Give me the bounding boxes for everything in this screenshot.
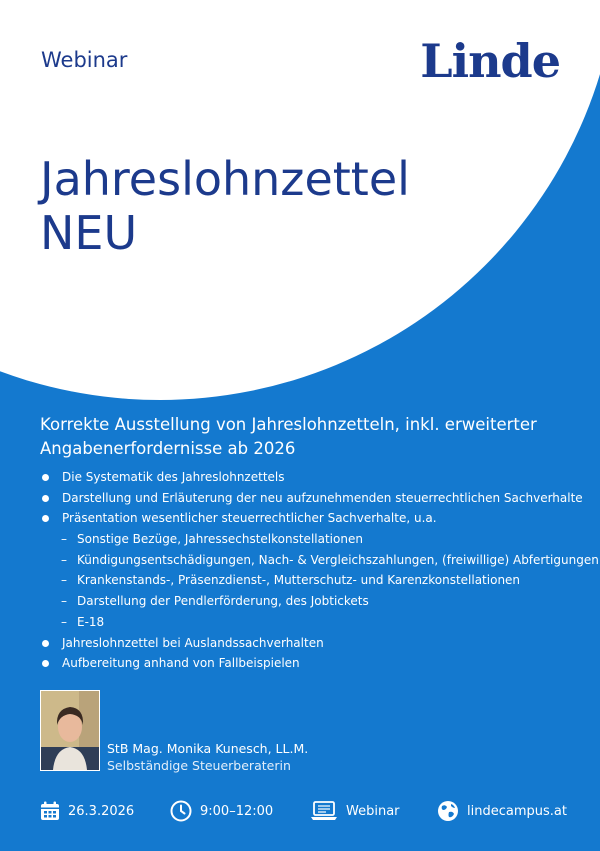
format-info xyxy=(310,797,400,825)
linde-logo: Linde xyxy=(420,34,560,88)
event-date: 26.3.2026 xyxy=(68,803,135,819)
title-line-1: Jahreslohnzettel xyxy=(40,152,410,206)
topic-subitem: – Sonstige Bezüge, Jahressechstelkonstellationen xyxy=(40,529,599,550)
time-info xyxy=(170,797,273,825)
clock-icon xyxy=(170,800,192,822)
speaker-name: StB Mag. Monika Kunesch, LL.M. xyxy=(107,741,309,756)
speaker-role: Selbständige Steuerberaterin xyxy=(107,758,291,773)
title-line-2: NEU xyxy=(40,206,138,260)
date-info xyxy=(40,797,134,825)
topic-list xyxy=(40,467,599,674)
event-format: Webinar xyxy=(346,803,400,819)
topic-subitem: – Darstellung der Pendlerförderung, des Jobtickets xyxy=(40,591,599,612)
website-link[interactable]: lindecampus.at xyxy=(467,803,567,819)
laptop-icon xyxy=(310,801,338,821)
topic-item: Die Systematik des Jahreslohnzettels xyxy=(40,467,599,488)
topic-item: Aufbereitung anhand von Fallbeispielen xyxy=(40,653,599,674)
topic-item: Jahreslohnzettel bei Auslandssachverhalten xyxy=(40,633,599,654)
topic-item: Präsentation wesentlicher steuerrechtlicher Sachverhalte, u.a. xyxy=(40,508,599,529)
event-info-bar xyxy=(0,797,600,825)
page-title xyxy=(40,152,410,260)
topic-subitem: – Krankenstands-, Präsenzdienst-, Mutterschutz- und Karenzkonstellationen xyxy=(40,570,599,591)
event-time: 9:00–12:00 xyxy=(200,803,274,819)
website-info xyxy=(437,797,567,825)
topic-subitem: – Kündigungsentschädigungen, Nach- & Vergleichszahlungen, (freiwillige) Abfertigungen xyxy=(40,550,599,571)
globe-icon xyxy=(437,800,459,822)
subtitle: Korrekte Ausstellung von Jahreslohnzetteln, inkl. erweiterter Angabenerfordernisse ab 2026 xyxy=(40,415,537,458)
calendar-icon xyxy=(40,801,60,821)
event-type-label: Webinar xyxy=(41,48,128,72)
topic-item: Darstellung und Erläuterung der neu aufzunehmenden steuerrechtlichen Sachverhalte xyxy=(40,488,599,509)
speaker-photo xyxy=(40,690,100,771)
topic-subitem: – E-18 xyxy=(40,612,599,633)
